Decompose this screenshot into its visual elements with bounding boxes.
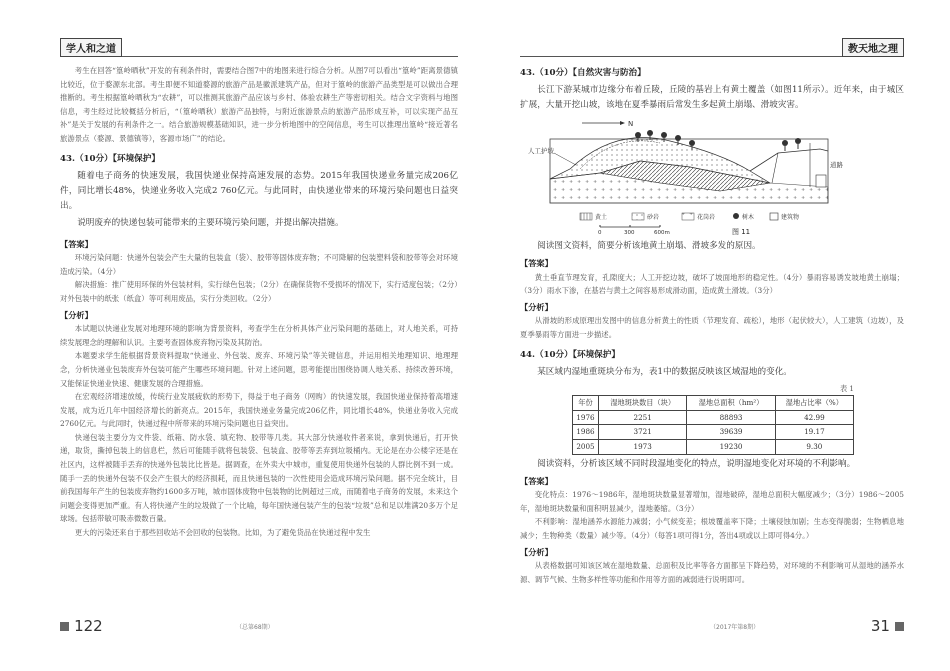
figure-11 xyxy=(520,113,904,237)
q43-left-analysis-4: 快递包装主要分为文件袋、纸箱、防水袋、填充物、胶带等几类。其大部分快递收件者来说，拿到快递后，打开快递，取货，撕掉包装上的信息栏，然后可能随手就将包装袋、包装盒、胶带等丢弃到垃圾桶内。无论是在办公楼字还是在社区内，这样被随手丢弃的快递外包装比比皆是。据调查，在外卖大中城市，重复使用快递外包装的人群比例不到一成。随手一丢的快递外包装不仅会产生很大的经济损耗，而且快递包装的一次性使用会造成环境污染问题。据不完全统计，目前我国每年产生的包装废弃物约1600多万吨，城市固体废物中包装物的比例超过三成，而随着电子商务的发展，未来这个问题会变得更加严重。有人将快递产生的垃圾做了一个比喻，每年国快递包装产生的包装“垃圾”总和足以堆满20多万个足球场。包括带敏可吸赤微数百量。 xyxy=(60,432,458,524)
table-header: 湿地占比率（%） xyxy=(775,396,853,411)
table-cell: 1986 xyxy=(573,425,599,440)
intro-paragraph: 考生在回答“篁岭晒秋”开发的有利条件时，需要结合图7中的地图来进行综合分析。从图7可以看出“篁岭”距离景德镇比较近，位于婺源东北部。考生即便不知道婺源的旅游产品是徽派建筑产品，但对于篁岭的旅游产品类型是可以做出合理推断的。考生根据篁岭晒秋为“农耕”，可以推测其旅游产品应该与乡村、体验农耕生产等密切相关。结合文字资料与地图信息，考生经过比较概括分析后，“（篁岭晒秋）旅游产品独特，与附近旅游景点的旅游产品形成互补，可以实现产品互补”是关于发展的有利条件之一。结合旅游规模基础知识，进一步分析地图中的空间信息，考生可以推理出篁岭“接近著名旅游景点（婺源、景德镇等），客源市场广”的结论。 xyxy=(60,66,458,143)
wetland-table xyxy=(572,395,854,454)
q43-right-analysis-label: 【分析】 xyxy=(520,301,553,312)
q43-left-stem-1: 随着电子商务的快速发展，我国快递业保持高速发展的态势。2015年我国快递业务量完成206亿件，同比增长48%，快递业务收入完成2 760亿元。与此同时，由快递业带来的环境污染问题也日益突出。 xyxy=(60,170,458,211)
figure-legend xyxy=(580,213,799,236)
table-cell: 39639 xyxy=(687,425,775,440)
right-page-header xyxy=(520,38,904,57)
legend-building: 建筑物 xyxy=(781,214,800,221)
table-row xyxy=(573,439,854,454)
page-marker-icon xyxy=(60,622,69,631)
table-row xyxy=(573,410,854,425)
table-header-row xyxy=(573,396,854,411)
legend-tree: 树木 xyxy=(742,214,755,221)
q44-analysis-label: 【分析】 xyxy=(520,546,553,557)
q44-stem: 某区域内湿地重斑块分布为，表1中的数据反映该区域湿地的变化。 xyxy=(537,366,792,377)
right-header-label: 教天地之理 xyxy=(842,38,904,57)
table-cell: 2005 xyxy=(573,439,599,454)
table-header: 湿地总面积（hm²） xyxy=(687,396,775,411)
table-header: 年份 xyxy=(573,396,599,411)
table-cell: 1976 xyxy=(573,410,599,425)
q44-answer-1: 变化特点：1976～1986年，湿地斑块数量显著增加，湿地破碎，湿地总面积大幅度减少；（3分）1986～2005年，湿地斑块数量和面积明显减少，湿地萎缩。（3分） xyxy=(520,490,904,513)
q44-analysis: 从表格数据可知该区域在湿地数量、总面积及比率等各方面都呈下降趋势，对环境的不利影响可从湿地的涵养水源、调节气候、生物多样性等功能和作用等方面的减弱进行说明即可。 xyxy=(520,561,904,584)
q44-answer-label: 【答案】 xyxy=(520,475,553,486)
q43-left-analysis-1: 本试题以快递业发展对地理环境的影响为背景资料，考查学生在分析具体产业污染问题的基础上，对人地关系，可持续发展理念的理解和认识。主要考查固体废弃物污染及其防治。 xyxy=(60,324,458,347)
q43-left-stem-2: 说明废弃的快递包装可能带来的主要环境污染问题，并提出解决措施。 xyxy=(77,217,344,228)
table-cell: 19.17 xyxy=(775,425,853,440)
right-page-number: 31 xyxy=(870,617,890,635)
legend-granite: 花岗岩 xyxy=(697,214,716,221)
q43-right-stem: 长江下游某城市边缘分布着丘陵，丘陵的基岩上有黄土覆盖（如图11所示）。近年来，由于城区扩展，大量开挖山坡，该地在夏季暴雨后常发生多起黄土崩塌、滑坡灾害。 xyxy=(520,85,904,110)
legend-loess: 黄土 xyxy=(595,214,608,221)
q43-left-title: 43.（10分）【环境保护】 xyxy=(60,153,160,164)
cross-section-diagram xyxy=(520,113,904,237)
q43-right-answer-label: 【答案】 xyxy=(520,258,553,268)
table-cell: 9.30 xyxy=(775,439,853,454)
q43-right-title: 43.（10分）【自然灾害与防治】 xyxy=(520,68,646,78)
q44-answer-2: 不利影响：湿地涵养水源能力减弱；小气候变差；根坡覆盖率下降；土壤侵蚀加剧；生态变得脆弱；生物栖息地减少；生物种类（数量）减少等。（4分）（每答1项可得1分，答出4项或以上即可得4分。） xyxy=(520,517,904,540)
table-row xyxy=(573,425,854,440)
q44-title: 44.（10分）【环境保护】 xyxy=(520,349,620,360)
q43-left-answer-2: 解决措施：推广使用环保的外包装材料，实行绿色包装；（2分）在确保货物不受损坏的情况下，实行适度包装；（2分）对外包装中的纸张（纸盒）等可利用废品，实行分类回收。（2分） xyxy=(60,280,458,303)
building-icon xyxy=(816,175,826,187)
left-page-header xyxy=(60,38,458,57)
scale-tick-0: 0 xyxy=(598,230,602,236)
right-footer xyxy=(520,616,904,636)
table-cell: 19230 xyxy=(687,439,775,454)
scale-tick-600: 600m xyxy=(654,230,670,236)
left-page-number: 122 xyxy=(74,617,103,635)
left-header-label: 学人和之道 xyxy=(60,38,122,57)
left-footer-issue: （总第68期） xyxy=(236,624,274,631)
table-cell: 88893 xyxy=(687,410,775,425)
table-cell: 2251 xyxy=(598,410,686,425)
scale-tick-300: 300 xyxy=(624,230,635,236)
table-caption: 表 1 xyxy=(839,383,854,393)
right-footer-issue: （2017年第8期） xyxy=(710,624,760,631)
north-label: N xyxy=(628,120,634,128)
right-column xyxy=(520,64,904,586)
q44-prompt: 阅读资料，分析该区域不同时段湿地变化的特点，说明湿地变化对环境的不利影响。 xyxy=(537,458,856,469)
slope-label: 人工护坡 xyxy=(528,147,554,155)
q43-left-analysis-label: 【分析】 xyxy=(60,309,93,320)
q43-right-prompt: 阅读图文资料，简要分析该地黄土崩塌、滑坡多发的原因。 xyxy=(537,241,761,251)
q43-left-analysis-2: 本题要求学生能根据背景资料提取“快递业、外包装、废弃、环境污染”等关键信息，并运用相关地理知识、地理理念，分析快递业包装废弃外包装可能产生哪些环境问题。针对上述问题，思考能提出围绕协调人地关系、持续改善环境，又能保证快递业快速、健康发展的合理措施。 xyxy=(60,351,458,388)
left-footer xyxy=(60,616,458,636)
table-cell: 42.99 xyxy=(775,410,853,425)
q43-left-analysis-5: 更大的污染还来自于那些回收站不会回收的包装物。比如，为了避免货品在快递过程中发生 xyxy=(74,528,371,538)
table-header: 湿地斑块数目（块） xyxy=(598,396,686,411)
q43-right-answer: 黄土垂直节理发育，孔隙度大；人工开挖边坡，破坏了坡面地形的稳定性。（4分）暴雨容易诱发坡地黄土崩塌；（3分）雨水下渗，在基岩与黄土之间容易形成滑动面，造成黄土滑坡。（3分） xyxy=(520,272,904,296)
table-cell: 1973 xyxy=(598,439,686,454)
q43-left-answer-1: 环境污染问题：快递外包装会产生大量的包装盒（袋）、胶带等固体废弃物；不可降解的包装塑料袋和胶带等会对环境造成污染。（4分） xyxy=(60,253,458,276)
page-marker-icon xyxy=(895,622,904,631)
q43-left-analysis-3: 在宏观经济增速放缓，传统行业发展疲软的形势下，得益于电子商务（网购）的快速发展，我国快递业保持着高增速发展，成为近几年中国经济增长的新亮点。2015年，我国快递业务量完成206亿件，同比增长48%，快递业务收入完成2760亿元。与此同时，快递过程中所带来的环境污染问题也日益突出。 xyxy=(60,392,458,429)
road-label: 道路 xyxy=(830,161,843,169)
table-cell: 3721 xyxy=(598,425,686,440)
right-page xyxy=(475,0,950,671)
legend-sandstone: 砂岩 xyxy=(647,214,660,221)
left-column xyxy=(60,64,458,540)
q43-right-analysis: 从滑坡的形成原理出发图中的信息分析黄土的性质（节理发育、疏松），地形（起伏较大），人工建筑（边坡），及夏季暴雨等方面进一步描述。 xyxy=(520,316,904,339)
figure-caption: 图 11 xyxy=(732,228,751,236)
q43-left-answer-label: 【答案】 xyxy=(60,238,93,249)
